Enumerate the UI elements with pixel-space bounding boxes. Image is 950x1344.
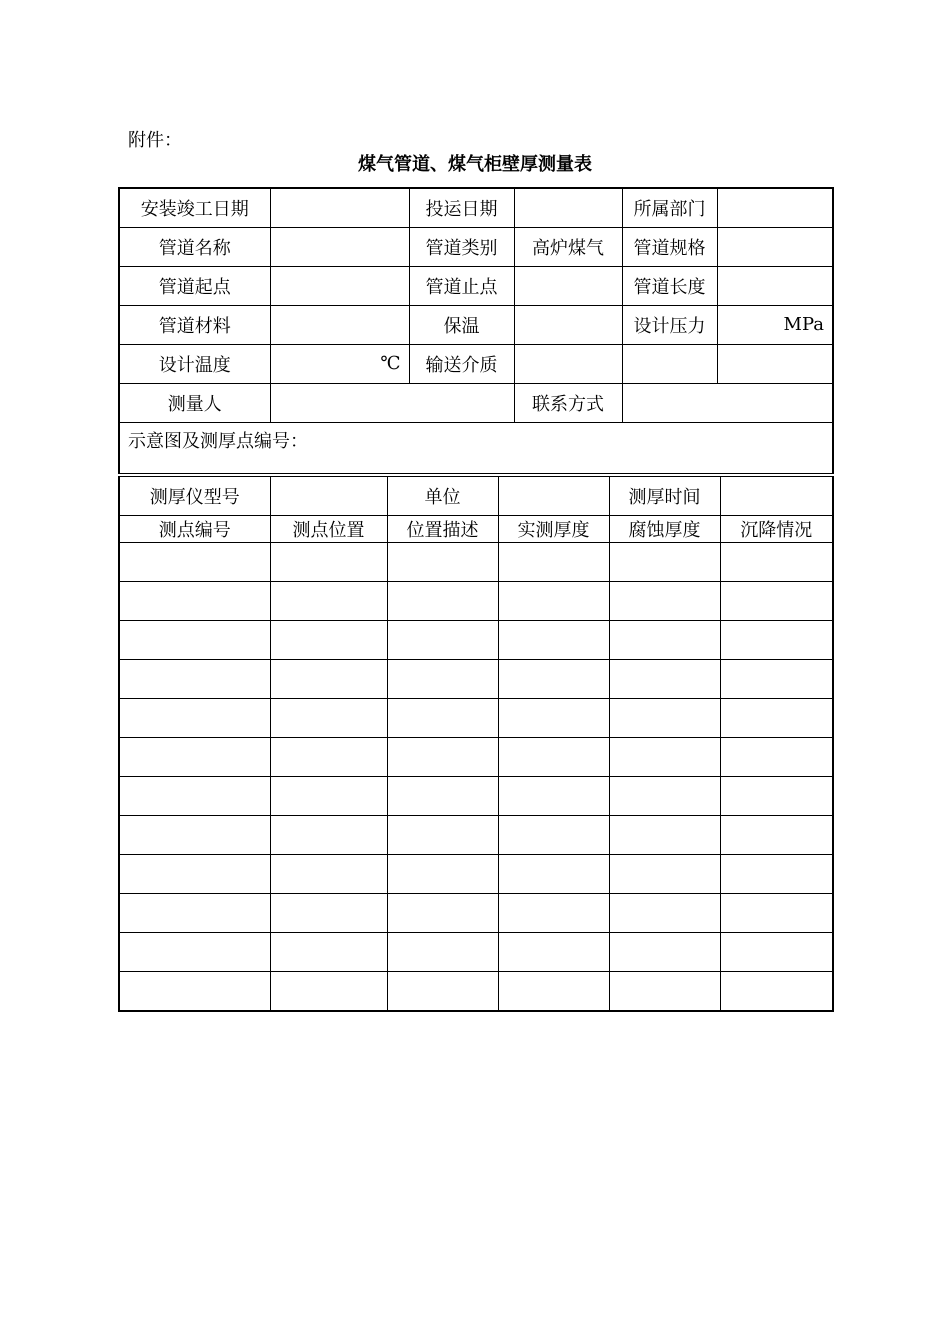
pipe-type-value[interactable]: 高炉煤气 xyxy=(514,227,622,266)
table-cell[interactable] xyxy=(498,816,609,855)
pipe-spec-label: 管道规格 xyxy=(622,227,717,266)
medium-value[interactable] xyxy=(514,344,622,383)
measurer-label: 测量人 xyxy=(119,383,270,422)
medium-label: 输送介质 xyxy=(409,344,514,383)
table-cell[interactable] xyxy=(498,543,609,582)
table-row xyxy=(119,777,833,816)
table-row xyxy=(119,738,833,777)
measurement-table xyxy=(118,476,834,1012)
design-pressure-value[interactable]: MPa xyxy=(717,305,833,344)
sketch-area[interactable]: 示意图及测厚点编号： xyxy=(119,422,833,473)
table-cell[interactable] xyxy=(270,894,387,933)
table-cell[interactable] xyxy=(270,972,387,1011)
table-cell[interactable] xyxy=(270,777,387,816)
col-header-corrosion-thickness: 腐蚀厚度 xyxy=(609,516,720,543)
table-cell[interactable] xyxy=(720,582,833,621)
design-temp-value[interactable]: ℃ xyxy=(270,344,409,383)
table-cell[interactable] xyxy=(119,699,270,738)
table-cell[interactable] xyxy=(498,972,609,1011)
table-cell[interactable] xyxy=(119,816,270,855)
table-cell[interactable] xyxy=(609,933,720,972)
info-table xyxy=(118,187,834,474)
table-cell[interactable] xyxy=(270,543,387,582)
table-cell[interactable] xyxy=(498,582,609,621)
instrument-row xyxy=(119,477,833,516)
table-cell[interactable] xyxy=(270,699,387,738)
table-cell[interactable] xyxy=(720,933,833,972)
info-row-1 xyxy=(119,188,833,227)
table-cell[interactable] xyxy=(270,660,387,699)
table-cell[interactable] xyxy=(498,660,609,699)
measurer-value[interactable] xyxy=(270,383,514,422)
design-temp-label: 设计温度 xyxy=(119,344,270,383)
table-cell[interactable] xyxy=(387,972,498,1011)
column-header-row xyxy=(119,516,833,543)
table-cell[interactable] xyxy=(720,972,833,1011)
contact-label: 联系方式 xyxy=(514,383,622,422)
contact-value[interactable] xyxy=(622,383,833,422)
table-cell[interactable] xyxy=(119,855,270,894)
pipe-name-value[interactable] xyxy=(270,227,409,266)
table-row xyxy=(119,816,833,855)
table-cell[interactable] xyxy=(387,738,498,777)
table-cell[interactable] xyxy=(387,660,498,699)
blank-cell[interactable] xyxy=(622,344,717,383)
table-cell[interactable] xyxy=(387,855,498,894)
info-row-7 xyxy=(119,422,833,473)
table-cell[interactable] xyxy=(609,855,720,894)
table-cell[interactable] xyxy=(387,621,498,660)
table-cell[interactable] xyxy=(387,894,498,933)
material-value[interactable] xyxy=(270,305,409,344)
table-cell[interactable] xyxy=(387,582,498,621)
table-cell[interactable] xyxy=(498,777,609,816)
table-cell[interactable] xyxy=(609,543,720,582)
table-cell[interactable] xyxy=(609,777,720,816)
table-cell[interactable] xyxy=(609,582,720,621)
table-cell[interactable] xyxy=(387,699,498,738)
table-row xyxy=(119,621,833,660)
table-cell[interactable] xyxy=(119,894,270,933)
table-cell[interactable] xyxy=(720,738,833,777)
design-pressure-label: 设计压力 xyxy=(622,305,717,344)
info-row-2 xyxy=(119,227,833,266)
info-row-3 xyxy=(119,266,833,305)
table-row xyxy=(119,972,833,1011)
col-header-location-desc: 位置描述 xyxy=(387,516,498,543)
table-cell[interactable] xyxy=(119,738,270,777)
insulation-value[interactable] xyxy=(514,305,622,344)
table-cell[interactable] xyxy=(270,621,387,660)
install-date-label: 安装竣工日期 xyxy=(119,188,270,227)
table-cell[interactable] xyxy=(119,582,270,621)
table-cell[interactable] xyxy=(720,816,833,855)
table-cell[interactable] xyxy=(270,855,387,894)
info-row-6 xyxy=(119,383,833,422)
unit-label: 单位 xyxy=(387,477,498,516)
start-point-value[interactable] xyxy=(270,266,409,305)
table-cell[interactable] xyxy=(270,582,387,621)
table-cell[interactable] xyxy=(609,621,720,660)
table-cell[interactable] xyxy=(270,816,387,855)
table-cell[interactable] xyxy=(720,543,833,582)
col-header-settlement: 沉降情况 xyxy=(720,516,833,543)
table-cell[interactable] xyxy=(609,699,720,738)
attachment-label: 附件： xyxy=(128,130,182,151)
page-title: 煤气管道、煤气柜壁厚测量表 xyxy=(358,154,592,175)
table-cell[interactable] xyxy=(119,777,270,816)
table-cell[interactable] xyxy=(119,933,270,972)
table-cell[interactable] xyxy=(609,660,720,699)
insulation-label: 保温 xyxy=(409,305,514,344)
instrument-label: 测厚仪型号 xyxy=(119,477,270,516)
time-label: 测厚时间 xyxy=(609,477,720,516)
info-row-4 xyxy=(119,305,833,344)
table-cell[interactable] xyxy=(387,777,498,816)
table-cell[interactable] xyxy=(498,933,609,972)
table-row xyxy=(119,660,833,699)
table-cell[interactable] xyxy=(720,621,833,660)
col-header-measured-thickness: 实测厚度 xyxy=(498,516,609,543)
table-cell[interactable] xyxy=(119,621,270,660)
length-label: 管道长度 xyxy=(622,266,717,305)
table-cell[interactable] xyxy=(270,933,387,972)
table-row xyxy=(119,894,833,933)
table-row xyxy=(119,699,833,738)
table-row xyxy=(119,543,833,582)
table-cell[interactable] xyxy=(498,699,609,738)
pipe-spec-value[interactable] xyxy=(717,227,833,266)
table-cell[interactable] xyxy=(720,855,833,894)
col-header-point-location: 测点位置 xyxy=(270,516,387,543)
instrument-value[interactable] xyxy=(270,477,387,516)
table-cell[interactable] xyxy=(609,816,720,855)
table-cell[interactable] xyxy=(498,621,609,660)
table-row xyxy=(119,933,833,972)
table-cell[interactable] xyxy=(119,543,270,582)
department-value[interactable] xyxy=(717,188,833,227)
info-row-5 xyxy=(119,344,833,383)
time-value[interactable] xyxy=(720,477,833,516)
commission-date-value[interactable] xyxy=(514,188,622,227)
table-cell[interactable] xyxy=(387,933,498,972)
install-date-value[interactable] xyxy=(270,188,409,227)
length-value[interactable] xyxy=(717,266,833,305)
start-point-label: 管道起点 xyxy=(119,266,270,305)
table-cell[interactable] xyxy=(720,660,833,699)
unit-value[interactable] xyxy=(498,477,609,516)
table-cell[interactable] xyxy=(609,894,720,933)
col-header-point-no: 测点编号 xyxy=(119,516,270,543)
commission-date-label: 投运日期 xyxy=(409,188,514,227)
table-cell[interactable] xyxy=(270,738,387,777)
table-cell[interactable] xyxy=(498,738,609,777)
table-row xyxy=(119,582,833,621)
table-cell[interactable] xyxy=(498,855,609,894)
data-rows xyxy=(119,543,833,1011)
blank-cell[interactable] xyxy=(717,344,833,383)
table-cell[interactable] xyxy=(609,738,720,777)
table-cell[interactable] xyxy=(720,699,833,738)
end-point-label: 管道止点 xyxy=(409,266,514,305)
table-cell[interactable] xyxy=(720,777,833,816)
table-cell[interactable] xyxy=(387,816,498,855)
table-cell[interactable] xyxy=(119,972,270,1011)
table-cell[interactable] xyxy=(498,894,609,933)
table-cell[interactable] xyxy=(609,972,720,1011)
table-row xyxy=(119,855,833,894)
table-cell[interactable] xyxy=(720,894,833,933)
department-label: 所属部门 xyxy=(622,188,717,227)
end-point-value[interactable] xyxy=(514,266,622,305)
material-label: 管道材料 xyxy=(119,305,270,344)
table-cell[interactable] xyxy=(387,543,498,582)
table-cell[interactable] xyxy=(119,660,270,699)
pipe-name-label: 管道名称 xyxy=(119,227,270,266)
pipe-type-label: 管道类别 xyxy=(409,227,514,266)
